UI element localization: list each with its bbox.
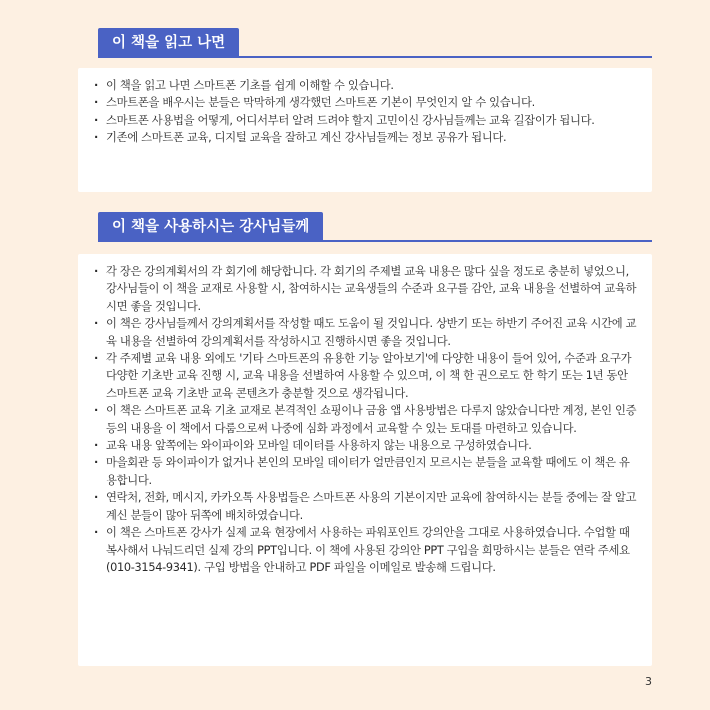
page-number: 3 [645, 675, 652, 688]
section-title: 이 책을 읽고 나면 [98, 28, 239, 58]
bullet-list [94, 263, 638, 576]
list-item: · 마을회관 등 와이파이가 없거나 본인의 모바일 데이터가 얼만큼인지 모르시는 분들을 교육할 때에도 이 책은 유용합니다. [94, 454, 638, 489]
list-item: · 스마트폰 사용법을 어떻게, 어디서부터 알려 드려야 할지 고민이신 강사님들께는 교육 길잡이가 됩니다. [94, 112, 638, 129]
section-header [78, 212, 652, 242]
section-reading-benefits [78, 28, 652, 192]
list-item: · 이 책은 스마트폰 교육 기초 교재로 본격적인 쇼핑이나 금융 앱 사용방법은 다루지 않았습니다만 계정, 본인 인증 등의 내용을 이 책에서 다룸으로써 나중에 심화 과정에서 교육할 수 있는 토대를 마련하고 있습니다. [94, 402, 638, 437]
section-divider [98, 56, 652, 58]
section-header [78, 28, 652, 58]
list-item: · 연락처, 전화, 메시지, 카카오톡 사용법들은 스마트폰 사용의 기본이지만 교육에 참여하시는 분들 중에는 잘 알고 계신 분들이 많아 뒤쪽에 배치하였습니다. [94, 489, 638, 524]
list-item: · 각 주제별 교육 내용 외에도 '기타 스마트폰의 유용한 기능 알아보기'에 다양한 내용이 들어 있어, 수준과 요구가 다양한 기초반 교육 진행 시, 교육 내용을 선별하여 사용할 수 있으며, 이 책 한 권으로도 한 학기 또는 1년 동안 스마트폰 교육 기초반 교육 콘텐츠가 충분할 것으로 생각됩니다. [94, 350, 638, 402]
list-item: · 스마트폰을 배우시는 분들은 막막하게 생각했던 스마트폰 기본이 무엇인지 알 수 있습니다. [94, 94, 638, 111]
list-item: · 기존에 스마트폰 교육, 디지털 교육을 잘하고 계신 강사님들께는 정보 공유가 됩니다. [94, 129, 638, 146]
bullet-list [94, 77, 638, 147]
section-for-instructors [78, 212, 652, 666]
list-item: · 교육 내용 앞쪽에는 와이파이와 모바일 데이터를 사용하지 않는 내용으로 구성하였습니다. [94, 437, 638, 454]
content-box [78, 254, 652, 666]
list-item: · 이 책은 스마트폰 강사가 실제 교육 현장에서 사용하는 파워포인트 강의안을 그대로 사용하였습니다. 수업할 때 복사해서 나눠드리던 실제 강의 PPT입니다. 이 책에 사용된 강의안 PPT 구입을 희망하시는 분들은 연락 주세요(010-3154-9341). 구입 방법을 안내하고 PDF 파일을 이메일로 발송해 드립니다. [94, 524, 638, 576]
section-divider [98, 240, 652, 242]
list-item: · 이 책을 읽고 나면 스마트폰 기초를 쉽게 이해할 수 있습니다. [94, 77, 638, 94]
section-title: 이 책을 사용하시는 강사님들께 [98, 212, 323, 242]
list-item: · 이 책은 강사님들께서 강의계획서를 작성할 때도 도움이 될 것입니다. 상반기 또는 하반기 주어진 교육 시간에 교육 내용을 선별하여 강의계획서를 작성하시고 진행하시면 좋을 것입니다. [94, 315, 638, 350]
content-box [78, 68, 652, 192]
list-item: · 각 장은 강의계획서의 각 회기에 해당합니다. 각 회기의 주제별 교육 내용은 많다 싶을 정도로 충분히 넣었으니, 강사님들이 이 책을 교재로 사용할 시, 참여하시는 교육생들의 수준과 요구를 감안, 교육 내용을 선별하여 교육하시면 좋을 것입니다. [94, 263, 638, 315]
